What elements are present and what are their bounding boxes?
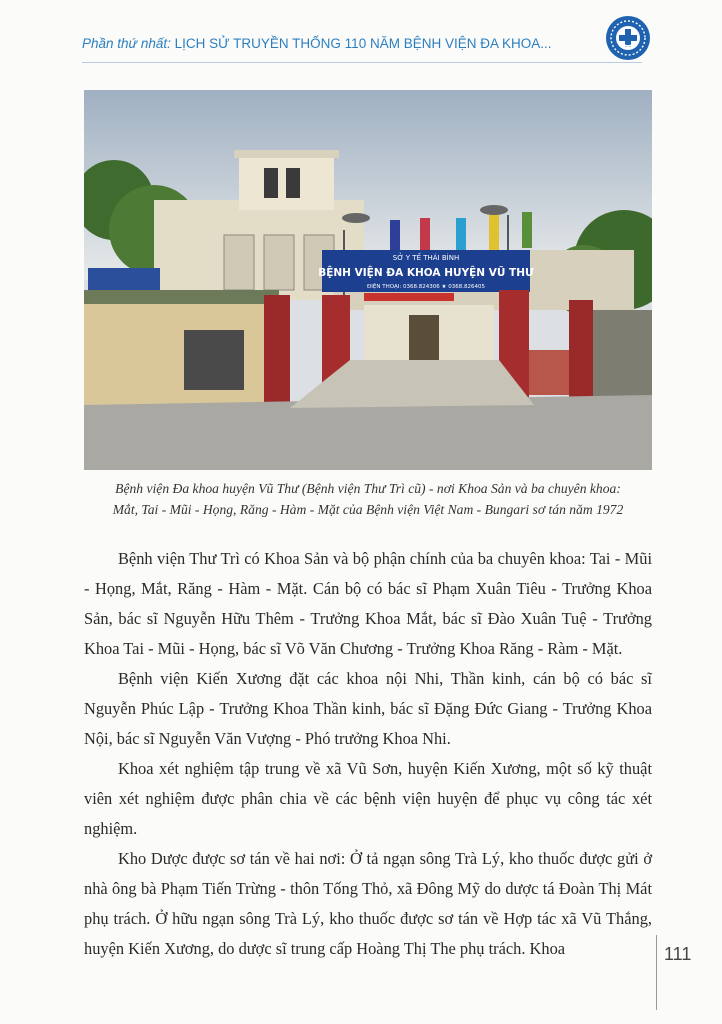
header-part: Phần thứ nhất:: [82, 36, 171, 51]
hospital-gate-illustration: [84, 90, 652, 470]
page-number-rule: [656, 935, 657, 1010]
caption-line-2: Mắt, Tai - Mũi - Họng, Răng - Hàm - Mặt của Bệnh viện Việt Nam - Bungari sơ tán năm 1972: [112, 502, 624, 517]
hospital-logo-icon: [604, 14, 652, 62]
paragraph: Bệnh viện Thư Trì có Khoa Sản và bộ phận chính của ba chuyên khoa: Tai - Mũi - Họng, Mắt, Răng - Hàm - Mặt. Cán bộ có bác sĩ Phạm Xuân Tiêu - Trưởng Khoa Sản, bác sĩ Nguyễn Hữu Thêm - Trưởng Khoa Mắt, bác sĩ Đào Xuân Tuệ - Trưởng Khoa Tai - Mũi - Họng, bác sĩ Võ Văn Chương - Trưởng Khoa Răng - Ràm - Mặt.: [84, 549, 652, 658]
header-rule: [82, 62, 642, 63]
sign-phone-text: ĐIỆN THOẠI: 0368.824306 ★ 0368.826405: [367, 284, 485, 290]
sign-main-text: BỆNH VIỆN ĐA KHOA HUYỆN VŨ THƯ: [318, 267, 534, 279]
running-header: [82, 36, 602, 51]
sign-top-text: SỞ Y TẾ THÁI BÌNH: [392, 254, 460, 262]
paragraph: Khoa xét nghiệm tập trung về xã Vũ Sơn, huyện Kiến Xương, một số kỹ thuật viên xét nghiệm được phân chia về các bệnh viện huyện để phục vụ công tác xét nghiệm.: [84, 759, 652, 838]
paragraph: Kho Dược được sơ tán về hai nơi: Ở tả ngạn sông Trà Lý, kho thuốc được gửi ở nhà ông bà Phạm Tiến Trừng - thôn Tống Thỏ, xã Đông Mỹ do dược tá Đoàn Thị Mát phụ trách. Ở hữu ngạn sông Trà Lý, kho thuốc được sơ tán về Hợp tác xã Vũ Thắng, huyện Kiến Xương, do dược sĩ trung cấp Hoàng Thị The phụ trách. Khoa: [84, 849, 652, 958]
header-title: LỊCH SỬ TRUYỀN THỐNG 110 NĂM BỆNH VIỆN ĐA KHOA...: [170, 36, 552, 51]
paragraph: Bệnh viện Kiến Xương đặt các khoa nội Nhi, Thần kinh, cán bộ có bác sĩ Nguyễn Phúc Lập - Trưởng Khoa Thần kinh, bác sĩ Đặng Đức Giang - Trưởng Khoa Nội, bác sĩ Nguyễn Văn Vượng - Phó trưởng Khoa Nhi.: [84, 669, 652, 748]
body-text: [84, 544, 652, 964]
hospital-photo: [84, 90, 652, 470]
page-number: 111: [664, 944, 692, 964]
caption-line-1: Bệnh viện Đa khoa huyện Vũ Thư (Bệnh viện Thư Trì cũ) - nơi Khoa Sản và ba chuyên khoa:: [115, 481, 621, 496]
photo-caption: [84, 478, 652, 520]
